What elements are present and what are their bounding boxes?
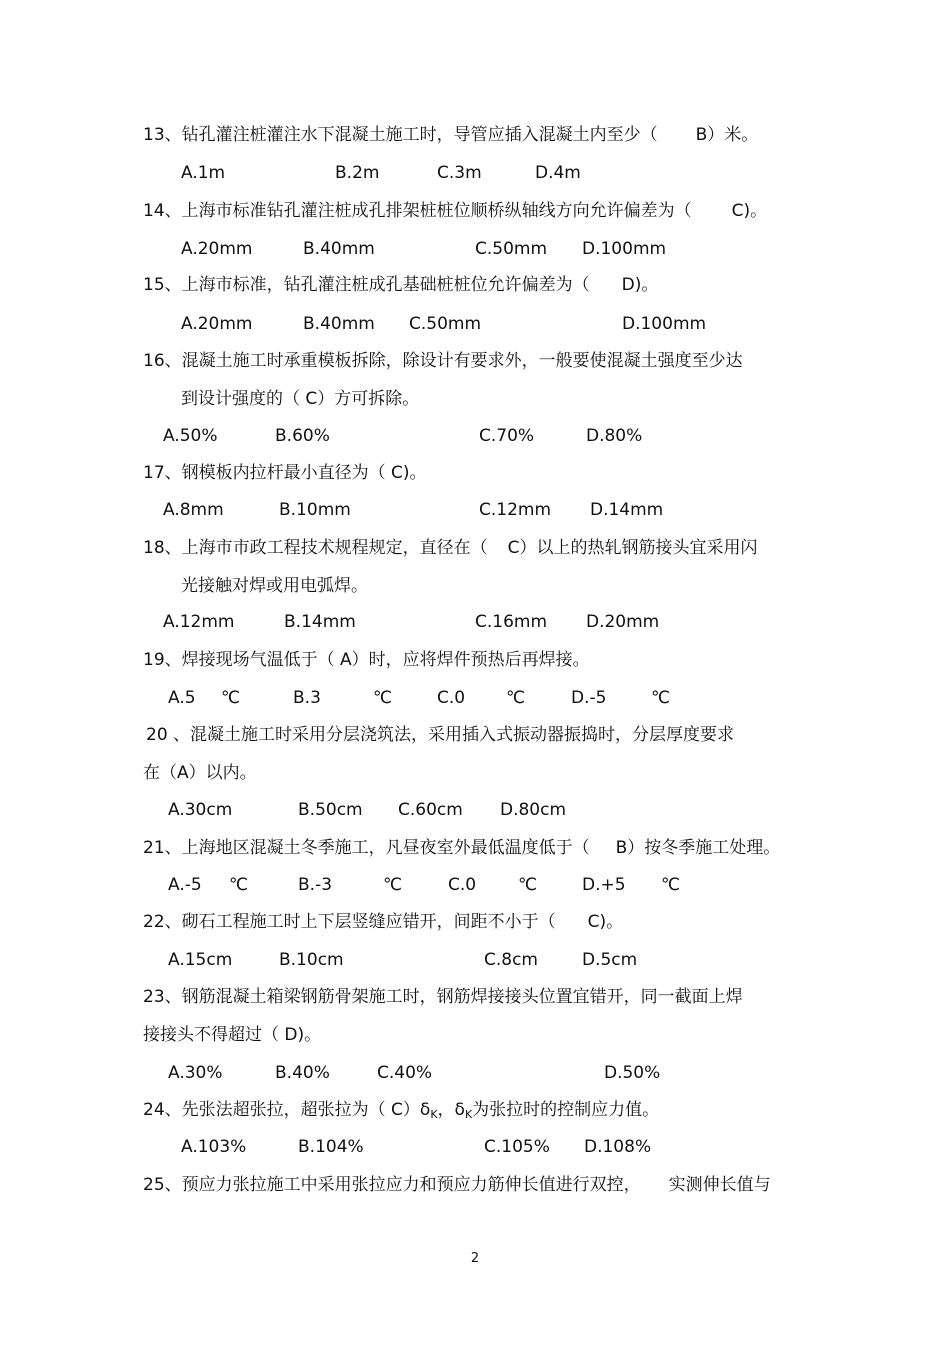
q13-option-b: B.2m [335, 163, 380, 183]
question-24-stem: 24、先张法超张拉，超张拉为（ C）δK，δK为张拉时的控制应力值。 [143, 1100, 660, 1121]
q22-option-c: C.8cm [484, 950, 538, 970]
q24-option-c: C.105% [484, 1137, 550, 1157]
q21-option-b: B.-3 [298, 875, 333, 895]
q17-option-d: D.14mm [590, 500, 664, 520]
q18-option-c: C.16mm [475, 612, 548, 632]
q17-option-a: A.8mm [163, 500, 224, 520]
q24-option-b: B.104% [298, 1137, 364, 1157]
q14-option-c: C.50mm [475, 239, 548, 259]
q15-option-c: C.50mm [409, 314, 482, 334]
q20-option-b: B.50cm [298, 800, 363, 820]
q24-option-d: D.108% [584, 1137, 652, 1157]
question-19-stem: 19、焊接现场气温低于（ A）时，应将焊件预热后再焊接。 [143, 650, 590, 670]
q21-option-a: A.-5 [168, 875, 202, 895]
q15-option-b: B.40mm [303, 314, 375, 334]
q19-option-a: A.5 [168, 688, 196, 708]
question-21-stem: 21、上海地区混凝土冬季施工，凡昼夜室外最低温度低于（ B）按冬季施工处理。 [143, 838, 781, 858]
q23-option-c: C.40% [377, 1063, 433, 1083]
q17-option-c: C.12mm [479, 500, 552, 520]
q21-unit-b: ℃ [383, 875, 403, 895]
q22-option-d: D.5cm [582, 950, 638, 970]
q22-option-a: A.15cm [168, 950, 233, 970]
q21-option-c: C.0 [448, 875, 477, 895]
q20-option-a: A.30cm [168, 800, 233, 820]
question-13-stem: 13、钻孔灌注桩灌注水下混凝土施工时，导管应插入混凝土内至少（ B）米。 [143, 125, 759, 145]
page-number: 2 [470, 1251, 480, 1266]
question-15-stem: 15、上海市标准，钻孔灌注桩成孔基础桩桩位允许偏差为（ D)。 [143, 275, 659, 295]
q23-option-a: A.30% [168, 1063, 223, 1083]
q16-option-d: D.80% [586, 426, 643, 446]
q18-option-a: A.12mm [163, 612, 235, 632]
q17-option-b: B.10mm [279, 500, 351, 520]
q21-unit-a: ℃ [229, 875, 249, 895]
q16-option-a: A.50% [163, 426, 218, 446]
q21-option-d: D.+5 [582, 875, 626, 895]
q13-option-d: D.4m [535, 163, 581, 183]
question-25-stem: 25、预应力张拉施工中采用张拉应力和预应力筋伸长值进行双控， 实测伸长值与 [143, 1175, 771, 1195]
question-23-stem-cont: 接接头不得超过（ D)。 [143, 1025, 322, 1045]
question-20-stem-cont: 在（A）以内。 [143, 763, 257, 783]
q15-option-a: A.20mm [181, 314, 253, 334]
q19-unit-b: ℃ [373, 688, 393, 708]
q19-option-c: C.0 [437, 688, 466, 708]
question-18-stem: 18、上海市市政工程技术规程规定，直径在（ C）以上的热轧钢筋接头宜采用闪 [143, 538, 758, 558]
question-22-stem: 22、砌石工程施工时上下层竖缝应错开，间距不小于（ C)。 [143, 912, 624, 932]
question-16-stem-cont: 到设计强度的（ C）方可拆除。 [181, 389, 420, 409]
q19-unit-d: ℃ [651, 688, 671, 708]
question-14-stem: 14、上海市标准钻孔灌注桩成孔排架桩桩位顺桥纵轴线方向允许偏差为（ C)。 [143, 201, 768, 221]
q16-option-b: B.60% [275, 426, 330, 446]
q24-option-a: A.103% [181, 1137, 247, 1157]
q18-option-b: B.14mm [284, 612, 356, 632]
question-20-stem: 20 、混凝土施工时采用分层浇筑法，采用插入式振动器振捣时，分层厚度要求 [146, 725, 735, 745]
q23-option-b: B.40% [275, 1063, 330, 1083]
q21-unit-c: ℃ [518, 875, 538, 895]
q19-option-b: B.3 [293, 688, 321, 708]
question-18-stem-cont: 光接触对焊或用电弧焊。 [181, 576, 368, 596]
q14-option-b: B.40mm [303, 239, 375, 259]
question-16-stem: 16、混凝土施工时承重模板拆除，除设计有要求外，一般要使混凝土强度至少达 [143, 351, 743, 371]
q13-option-a: A.1m [181, 163, 226, 183]
q20-option-d: D.80cm [500, 800, 567, 820]
q16-option-c: C.70% [479, 426, 535, 446]
q15-option-d: D.100mm [622, 314, 707, 334]
q14-option-d: D.100mm [582, 239, 667, 259]
q19-unit-a: ℃ [221, 688, 241, 708]
q23-option-d: D.50% [604, 1063, 661, 1083]
q21-unit-d: ℃ [661, 875, 681, 895]
q20-option-c: C.60cm [398, 800, 463, 820]
q14-option-a: A.20mm [181, 239, 253, 259]
q19-unit-c: ℃ [506, 688, 526, 708]
q18-option-d: D.20mm [586, 612, 660, 632]
q19-option-d: D.-5 [571, 688, 607, 708]
question-23-stem: 23、钢筋混凝土箱梁钢筋骨架施工时，钢筋焊接接头位置宜错开，同一截面上焊 [143, 987, 743, 1007]
question-17-stem: 17、钢模板内拉杆最小直径为（ C)。 [143, 463, 427, 483]
q13-option-c: C.3m [437, 163, 482, 183]
q22-option-b: B.10cm [279, 950, 344, 970]
